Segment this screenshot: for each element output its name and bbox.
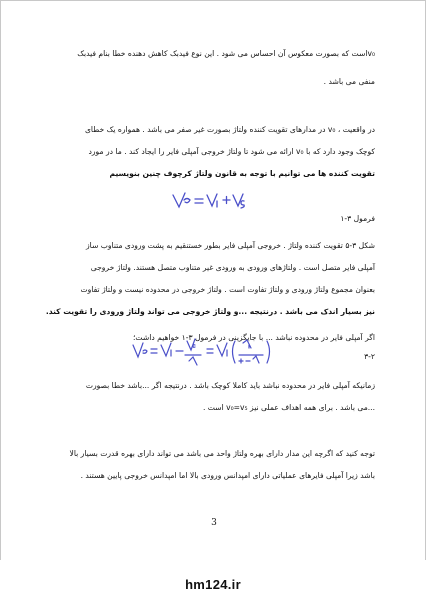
site-watermark: hm124.ir [185, 577, 241, 592]
text-line-7: آمپلی فایر متصل است . ولتاژهای ورودی به ورودی غیر متناوب متصل هستند. ولتاژ خروجی [90, 263, 375, 272]
text-line-6: شکل ۳-۵ تقویت کننده ولتاژ . خروجی آمپلی فایر بطور خستنقیم به پشت ورودی متناوب ساز [85, 241, 375, 250]
page-number: 3 [211, 518, 217, 528]
handwritten-formula-1 [171, 187, 251, 213]
text-line-11: زمانیکه آمپلی فایر در محدوده نباشد باید کاملا کوچک باشد . درنتیجه اگر ...باشد خطا بصورت [85, 381, 375, 390]
text-line-10: اگر آمپلی فایر در محدوده نباشد ... با جایگزینی در فرمول ۳-۱ خواهیم داشت؛ [133, 333, 375, 342]
text-line-13: توجه کنید که اگرچه این مدار دارای بهره ولتاژ واحد می باشد می تواند دارای بهره قدرت بسیار بالا [69, 449, 375, 458]
text-line-2: منفی می باشد . [323, 77, 375, 86]
formula-label-1: فرمول ۳-۱ [340, 214, 375, 223]
text-line-9: نیز بسیار اندک می باشد . درنتیجه ...و ولتاژ خروجی می تواند ولتاژ ورودی را تقویت کند. [45, 307, 375, 316]
text-line-1: v₀است که بصورت معکوس آن احساس می شود . این نوع فیدبک کاهش دهنده خطا بنام فیدبک [77, 49, 375, 58]
text-line-3: در واقعیت ، v₀ در مدارهای تقویت کننده ولتاژ بصورت غیر صفر می باشد . همواره یک خطای [84, 125, 375, 134]
text-line-8: بعنوان مجموع ولتاژ ورودی و ولتاژ تفاوت است . ولتاژ خروجی در محدوده نیست و ولتاژ تفاوت [80, 285, 375, 294]
text-line-4: کوچک وجود دارد که با v₀ ارائه می شود تا ولتاژ خروجی آمپلی فایر را ایجاد کند . ما در مورد [88, 147, 375, 156]
text-line-5: تقویت کننده ها می توانیم با توجه به قانون ولتاژ کرچوف چنین بنویسیم [109, 169, 375, 178]
formula-label-2: ۳-۲ [364, 352, 375, 361]
handwritten-formula-2 [131, 333, 301, 379]
text-line-12: ...می باشد . برای همه اهداف عملی نیز v₀=v₅ است . [202, 403, 375, 412]
text-line-14: باشد زیرا آمپلی فایرهای عملیاتی دارای امپدانس ورودی بالا اما امپدانس خروجی پایین هستند . [80, 471, 375, 480]
